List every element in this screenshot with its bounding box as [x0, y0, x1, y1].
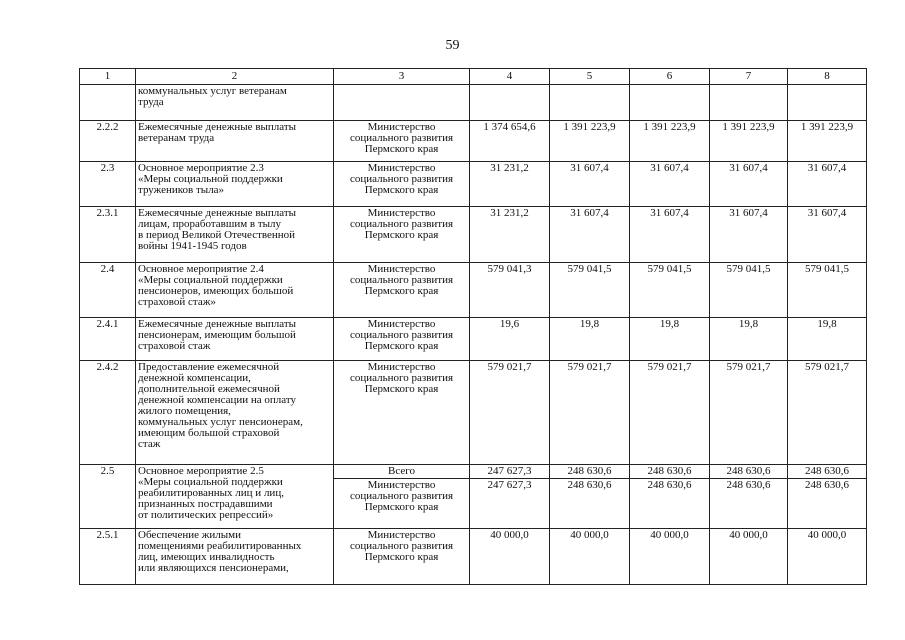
table-row	[80, 162, 867, 207]
column-number: 7	[710, 69, 788, 85]
row-value: 579 041,5	[550, 263, 630, 318]
row-value: 1 391 223,9	[550, 121, 630, 162]
row-value: 247 627,3	[470, 465, 550, 479]
row-value: 579 021,7	[630, 361, 710, 465]
table-row	[80, 263, 867, 318]
row-value: 31 607,4	[710, 207, 788, 263]
row-value: 40 000,0	[630, 529, 710, 585]
row-value: 19,8	[788, 318, 867, 361]
row-value: 248 630,6	[788, 479, 867, 529]
column-number: 6	[630, 69, 710, 85]
row-value: 31 607,4	[550, 162, 630, 207]
row-value: 248 630,6	[710, 479, 788, 529]
row-value: 19,6	[470, 318, 550, 361]
row-executor: Всего	[334, 465, 470, 479]
row-value: 31 607,4	[710, 162, 788, 207]
row-code: 2.4.2	[80, 361, 136, 465]
row-value: 1 391 223,9	[788, 121, 867, 162]
row-executor: Министерство социального развития Пермского края	[334, 162, 470, 207]
row-value: 31 607,4	[788, 162, 867, 207]
row-description: Основное мероприятие 2.5 «Меры социальной поддержки реабилитированных лиц и лиц, признанных пострадавшими от политических репрессий»	[136, 465, 334, 529]
budget-table	[79, 68, 867, 585]
row-code: 2.5.1	[80, 529, 136, 585]
row-value: 248 630,6	[788, 465, 867, 479]
row-value: 579 021,7	[550, 361, 630, 465]
row-value: 247 627,3	[470, 479, 550, 529]
row-value: 31 607,4	[788, 207, 867, 263]
row-code: 2.5	[80, 465, 136, 529]
row-executor: Министерство социального развития Пермского края	[334, 263, 470, 318]
row-code: 2.3	[80, 162, 136, 207]
row-value	[470, 85, 550, 121]
row-executor: Министерство социального развития Пермского края	[334, 361, 470, 465]
row-value	[550, 85, 630, 121]
row-value: 579 021,7	[470, 361, 550, 465]
table-row	[80, 121, 867, 162]
table-row	[80, 465, 867, 479]
row-value: 248 630,6	[630, 465, 710, 479]
row-value: 19,8	[630, 318, 710, 361]
row-value: 1 391 223,9	[630, 121, 710, 162]
row-value: 40 000,0	[550, 529, 630, 585]
row-description: коммунальных услуг ветеранам труда	[136, 85, 334, 121]
row-executor: Министерство социального развития Пермского края	[334, 479, 470, 529]
row-value: 31 607,4	[630, 207, 710, 263]
row-value: 248 630,6	[630, 479, 710, 529]
table-row	[80, 529, 867, 585]
table-row	[80, 318, 867, 361]
row-description: Основное мероприятие 2.3 «Меры социальной поддержки тружеников тыла»	[136, 162, 334, 207]
column-number: 5	[550, 69, 630, 85]
row-code: 2.4.1	[80, 318, 136, 361]
row-executor: Министерство социального развития Пермского края	[334, 207, 470, 263]
column-number: 2	[136, 69, 334, 85]
row-value: 579 021,7	[788, 361, 867, 465]
table-row	[80, 207, 867, 263]
row-value: 31 231,2	[470, 207, 550, 263]
row-value: 579 041,3	[470, 263, 550, 318]
row-value: 579 041,5	[788, 263, 867, 318]
row-value: 31 607,4	[550, 207, 630, 263]
row-description: Ежемесячные денежные выплаты пенсионерам, имеющим большой страховой стаж	[136, 318, 334, 361]
page-number: 59	[445, 38, 460, 53]
row-description: Основное мероприятие 2.4 «Меры социальной поддержки пенсионеров, имеющих большой страховой стаж»	[136, 263, 334, 318]
row-value: 19,8	[550, 318, 630, 361]
table-row	[80, 85, 867, 121]
row-description: Обеспечение жилыми помещениями реабилитированных лиц, имеющих инвалидность или являющихся пенсионерами,	[136, 529, 334, 585]
table-row	[80, 361, 867, 465]
row-value: 31 607,4	[630, 162, 710, 207]
row-value: 579 021,7	[710, 361, 788, 465]
column-number: 4	[470, 69, 550, 85]
row-value: 248 630,6	[550, 479, 630, 529]
row-value: 40 000,0	[470, 529, 550, 585]
row-executor: Министерство социального развития Пермского края	[334, 121, 470, 162]
row-code	[80, 85, 136, 121]
row-description: Ежемесячные денежные выплаты ветеранам труда	[136, 121, 334, 162]
row-value: 40 000,0	[710, 529, 788, 585]
row-executor: Министерство социального развития Пермского края	[334, 529, 470, 585]
row-code: 2.3.1	[80, 207, 136, 263]
row-code: 2.4	[80, 263, 136, 318]
row-description: Предоставление ежемесячной денежной компенсации, дополнительной ежемесячной денежной компенсации на оплату жилого помещения, коммунальных услуг пенсионерам, имеющим большой страховой стаж	[136, 361, 334, 465]
row-value: 248 630,6	[710, 465, 788, 479]
column-number: 8	[788, 69, 867, 85]
row-executor	[334, 85, 470, 121]
column-number: 3	[334, 69, 470, 85]
row-value: 579 041,5	[710, 263, 788, 318]
row-value: 579 041,5	[630, 263, 710, 318]
row-value: 31 231,2	[470, 162, 550, 207]
row-value: 248 630,6	[550, 465, 630, 479]
column-number: 1	[80, 69, 136, 85]
row-value	[630, 85, 710, 121]
row-executor: Министерство социального развития Пермского края	[334, 318, 470, 361]
row-value: 19,8	[710, 318, 788, 361]
row-description: Ежемесячные денежные выплаты лицам, проработавшим в тылу в период Великой Отечественной войны 1941-1945 годов	[136, 207, 334, 263]
row-value: 1 374 654,6	[470, 121, 550, 162]
row-value: 40 000,0	[788, 529, 867, 585]
row-value	[710, 85, 788, 121]
column-number-row	[80, 69, 867, 85]
row-value	[788, 85, 867, 121]
row-code: 2.2.2	[80, 121, 136, 162]
row-value: 1 391 223,9	[710, 121, 788, 162]
